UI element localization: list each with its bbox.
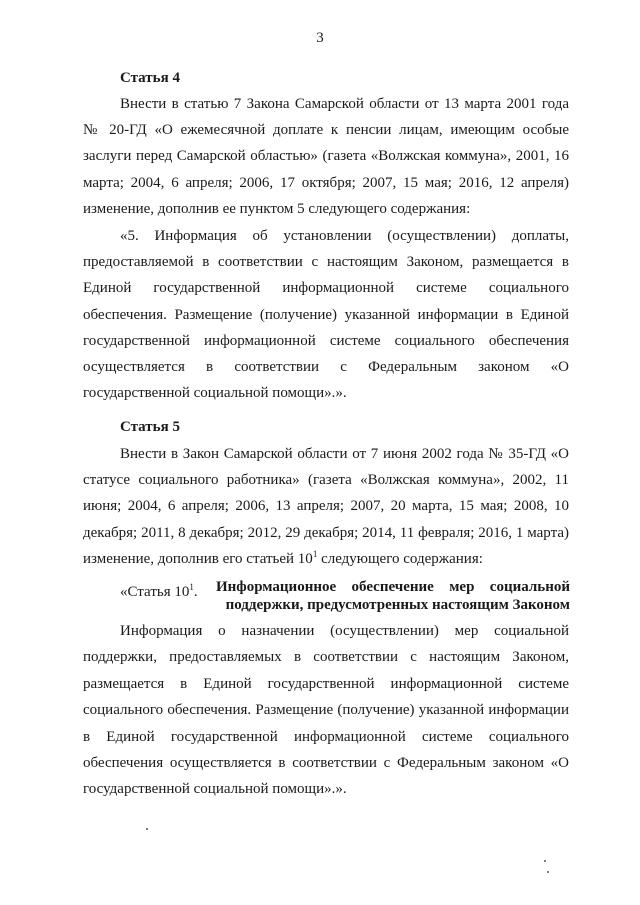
new-article-label [120, 578, 198, 601]
page-number: 3 [316, 30, 324, 46]
article-5-heading: Статья 5 [120, 419, 180, 435]
article-4-intro: Внести в статью 7 Закона Самарской области от 13 марта 2001 года № 20-ГД «О ежемесячной доплате к пенсии лицам, имеющим особые заслуги перед Самарской областью» (газета «Волжская коммуна», 2001, 16 марта; 2004, 6 апреля; 2006, 17 октября; 2007, 15 мая; 2016, 12 апреля) изменение, дополнив ее пунктом 5 следующего содержания: [83, 96, 569, 217]
article-5-intro-text: Внести в Закон Самарской области от 7 июня 2002 года № 35-ГД «О статусе социального работника» (газета «Волжская коммуна», 2002, 11 июня; 2004, 6 апреля; 2006, 13 апреля; 2007, 20 марта, 15 мая; 2008, 10 декабря; 2011, 8 декабря; 2012, 29 декабря; 2014, 11 февраля; 2016, 1 марта) изменение, дополнив его статьей 10 [83, 446, 569, 567]
article-5-intro-tail: следующего содержания: [317, 550, 483, 567]
new-article-label-end: . [193, 584, 198, 600]
article-5-intro-superscript: 1 [312, 548, 318, 559]
new-article-body: Информация о назначении (осуществлении) мер социальной поддержки, предоставляемых в соответствии с настоящим Законом, размещается в Единой государственной информационной системе социального обеспечения. Размещение (получение) указанной информации в Единой государственной информационной системе социального обеспечения осуществляется в соответствии с Федеральным законом «О государственной социальной помощи».». [83, 623, 569, 798]
scan-speck [547, 871, 549, 873]
article-4-clause: «5. Информация об установлении (осуществлении) доплаты, предоставляемой в соответствии с настоящим Законом, размещается в Единой государственной информационной системе социального обеспечения. Размещение (получение) указанной информации в Единой государственной информационной системе социального обеспечения осуществляется в соответствии с Федеральным законом «О государственной социальной помощи».». [83, 228, 569, 402]
scan-speck [544, 860, 546, 862]
article-5-intro [83, 441, 569, 572]
new-article-label-text: «Статья 10 [120, 584, 190, 600]
article-4-heading: Статья 4 [120, 70, 180, 86]
new-article-title: Информационное обеспечение мер социальной поддержки, предусмотренных настоящим Законом [216, 579, 570, 613]
scan-speck [146, 828, 148, 830]
new-article-label-superscript: 1 [189, 582, 194, 592]
